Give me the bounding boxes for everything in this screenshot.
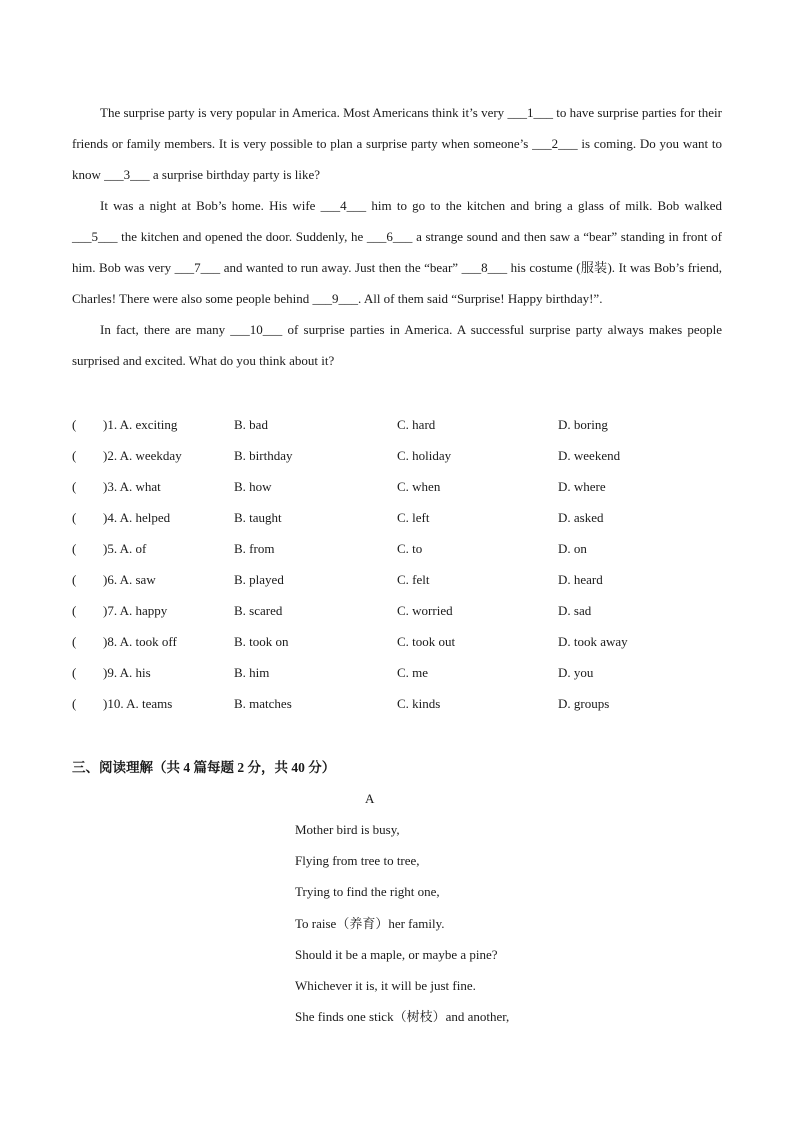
answer-bracket: ( [72,417,77,432]
option-a: )2. A. weekday [103,448,182,463]
question-row [72,502,722,533]
option-c: C. worried [397,603,453,618]
option-c: C. felt [397,572,430,587]
option-c: C. when [397,479,441,494]
option-a: )3. A. what [103,479,161,494]
option-d: D. asked [558,510,604,525]
question-row [72,688,722,719]
question-row [72,533,722,564]
option-d: D. heard [558,572,603,587]
cloze-passage [72,97,722,376]
option-b: B. played [234,572,284,587]
option-d: D. boring [558,417,608,432]
passage-paragraph: It was a night at Bob’s home. His wife ___4___ him to go to the kitchen and bring a glass of milk. Bob walked ___5___ the kitchen and opened the door. Suddenly, he ___6___ a strange sound and then saw a “bear” standing in front of him. Bob was very ___7___ and wanted to run away. Just then the “bear” ___8___ his costume (服装). It was Bob’s friend, Charles! There were also some people behind ___9___. All of them said “Surprise! Happy birthday!”. [72,198,722,306]
poem-line: She finds one stick（树枝）and another, [295,1009,510,1025]
option-b: B. took on [234,634,289,649]
question-row [72,626,722,657]
poem-line: Flying from tree to tree, [295,853,420,869]
option-c: C. to [397,541,423,556]
option-b: B. him [234,665,270,680]
option-d: D. where [558,479,606,494]
answer-bracket: ( [72,665,77,680]
question-row [72,440,722,471]
option-c: C. left [397,510,430,525]
option-d: D. you [558,665,594,680]
question-options-list [72,409,722,719]
option-d: D. sad [558,603,592,618]
option-b: B. matches [234,696,292,711]
option-c: C. hard [397,417,436,432]
option-a: )10. A. teams [103,696,173,711]
option-b: B. scared [234,603,283,618]
option-b: B. taught [234,510,282,525]
poem-line: Should it be a maple, or maybe a pine? [295,946,498,962]
question-row [72,657,722,688]
option-b: B. how [234,479,272,494]
option-c: C. me [397,665,429,680]
answer-bracket: ( [72,541,77,556]
option-d: D. took away [558,634,628,649]
poem-line: To raise（养育）her family. [295,915,445,931]
option-a: )1. A. exciting [103,417,178,432]
option-a: )7. A. happy [103,603,168,618]
answer-bracket: ( [72,634,77,649]
question-row [72,409,722,440]
poem-title: A [365,791,375,806]
poem-line: Trying to find the right one, [295,884,440,900]
option-c: C. holiday [397,448,452,463]
answer-bracket: ( [72,479,77,494]
option-d: D. on [558,541,587,556]
option-a: )5. A. of [103,541,147,556]
option-a: )6. A. saw [103,572,156,587]
option-c: C. kinds [397,696,441,711]
option-a: )4. A. helped [103,510,171,525]
question-row [72,471,722,502]
poem-lines [295,814,509,1032]
option-b: B. birthday [234,448,293,463]
option-d: D. groups [558,696,610,711]
poem-line: Mother bird is busy, [295,822,400,837]
question-row [72,595,722,626]
section-heading: 三、阅读理解（共 4 篇每题 2 分，共 40 分） [72,760,336,775]
option-a: )9. A. his [103,665,151,680]
option-b: B. bad [234,417,268,432]
passage-paragraph: The surprise party is very popular in America. Most Americans think it’s very ___1___ to have surprise parties for their friends or family members. It is very possible to plan a surprise party when someone’s ___2___ is coming. Do you want to know ___3___ a surprise birthday party is like? [72,105,722,182]
option-b: B. from [234,541,275,556]
answer-bracket: ( [72,572,77,587]
answer-bracket: ( [72,696,77,711]
passage-paragraph: In fact, there are many ___10___ of surprise parties in America. A successful surprise party always makes people surprised and excited. What do you think about it? [72,322,722,368]
option-c: C. took out [397,634,456,649]
question-row [72,564,722,595]
answer-bracket: ( [72,510,77,525]
answer-bracket: ( [72,448,77,463]
option-a: )8. A. took off [103,634,177,649]
option-d: D. weekend [558,448,621,463]
poem-line: Whichever it is, it will be just fine. [295,978,476,994]
answer-bracket: ( [72,603,77,618]
